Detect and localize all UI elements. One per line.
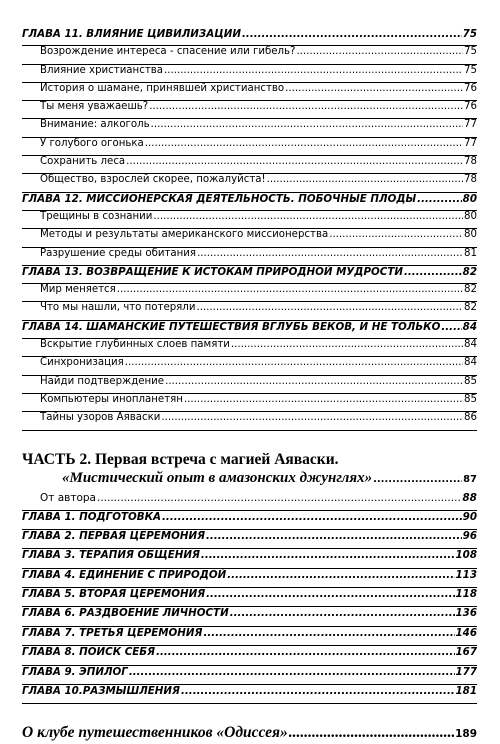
chapter-title: ГЛАВА 2. ПЕРВАЯ ЦЕРЕМОНИЯ	[22, 529, 206, 542]
toc-entry	[22, 376, 477, 394]
page-number: 113	[455, 568, 477, 581]
page-number: 80	[462, 192, 477, 205]
entry-title: Методы и результаты американского миссионерства	[40, 229, 329, 241]
dot-leader	[165, 376, 463, 387]
chapter-title: ГЛАВА 3. ТЕРАПИЯ ОБЩЕНИЯ	[22, 549, 200, 562]
dot-leader	[289, 724, 454, 742]
entry-title: Ты меня уважаешь?	[40, 101, 149, 113]
chapter-row	[22, 569, 477, 588]
toc-entry	[22, 284, 477, 302]
entry-title: Мир меняется	[40, 284, 116, 296]
chapter-row	[22, 666, 477, 685]
toc-entry	[22, 211, 477, 229]
page-number: 88	[462, 491, 477, 504]
entry-title: Возрождение интереса - спасение или гибель?	[40, 46, 296, 58]
chapter-title: ГЛАВА 9. ЭПИЛОГ	[22, 665, 128, 678]
dot-leader	[296, 46, 463, 57]
dot-leader	[117, 284, 463, 295]
dot-leader	[145, 138, 463, 149]
page-number: 84	[462, 320, 477, 333]
page-number: 80	[464, 210, 477, 222]
dot-leader	[227, 569, 454, 581]
dot-leader	[201, 549, 455, 561]
dot-leader	[125, 357, 463, 368]
chapter-title: ГЛАВА 11. ВЛИЯНИЕ ЦИВИЛИЗАЦИИ	[22, 28, 241, 40]
dot-leader	[206, 530, 462, 542]
page-number: 85	[464, 375, 477, 387]
dot-leader	[161, 412, 463, 423]
page-number: 75	[462, 28, 477, 40]
page-number: 84	[464, 339, 477, 351]
page-number: 108	[455, 549, 477, 562]
page-number: 76	[464, 101, 477, 113]
dot-leader	[156, 646, 454, 658]
page-number: 81	[464, 247, 477, 259]
dot-leader	[230, 607, 455, 619]
chapter-title: ГЛАВА 14. ШАМАНСКИЕ ПУТЕШЕСТВИЯ ВГЛУБЬ ВЕКОВ, И НЕ ТОЛЬКО	[22, 320, 441, 333]
entry-title: Вскрытие глубинных слоев памяти	[40, 339, 230, 351]
entry-title: Найди подтверждение	[40, 375, 165, 387]
dot-leader	[149, 101, 463, 112]
chapter-title: ГЛАВА 8. ПОИСК СЕБЯ	[22, 646, 156, 659]
entry-title: Тайны узоров Аяваски	[40, 412, 161, 424]
page-number: 76	[464, 82, 477, 94]
part2-section	[22, 451, 477, 705]
dot-leader	[151, 119, 463, 130]
chapter-row	[22, 588, 477, 607]
chapter-row	[22, 28, 477, 46]
page-number: 181	[455, 685, 477, 698]
toc-entry	[22, 492, 477, 511]
page-number: 78	[464, 156, 477, 168]
toc-entry	[22, 229, 477, 247]
dot-leader	[153, 211, 463, 222]
table-of-contents	[22, 28, 477, 744]
chapter-row	[22, 266, 477, 284]
entry-title: Синхронизация	[40, 357, 124, 369]
toc-entry	[22, 46, 477, 64]
dot-leader	[267, 174, 463, 185]
chapter-title: ГЛАВА 5. ВТОРАЯ ЦЕРЕМОНИЯ	[22, 588, 206, 601]
dot-leader	[404, 266, 462, 278]
toc-entry	[22, 302, 477, 320]
page-number: 85	[464, 393, 477, 405]
toc-entry	[22, 248, 477, 266]
chapter-title: ГЛАВА 4. ЕДИНЕНИЕ С ПРИРОДОЙ	[22, 568, 227, 581]
page-number: 189	[455, 728, 477, 741]
dot-leader	[417, 193, 461, 205]
dot-leader	[162, 511, 462, 523]
entry-title: Что мы нашли, что потеряли	[40, 302, 196, 314]
dot-leader	[373, 474, 462, 485]
chapter-row	[22, 646, 477, 665]
chapter-row	[22, 193, 477, 211]
entry-title: История о шамане, принявшей христианство	[40, 82, 285, 94]
entry-title: У голубого огонька	[40, 137, 144, 149]
toc-entry	[22, 101, 477, 119]
part-subheading: «Мистический опыт в амазонских джунглях»	[62, 469, 373, 486]
toc-entry	[22, 156, 477, 174]
dot-leader	[129, 666, 455, 678]
page-number: 82	[464, 302, 477, 314]
dot-leader	[97, 492, 461, 504]
dot-leader	[126, 156, 463, 167]
dot-leader	[203, 627, 454, 639]
dot-leader	[231, 339, 463, 350]
part1-section	[22, 28, 477, 431]
dot-leader	[242, 28, 462, 40]
toc-entry	[22, 65, 477, 83]
toc-entry	[22, 357, 477, 375]
page-number: 90	[462, 510, 477, 523]
dot-leader	[184, 394, 463, 405]
page-number: 136	[455, 607, 477, 620]
chapter-title: ГЛАВА 7. ТРЕТЬЯ ЦЕРЕМОНИЯ	[22, 626, 203, 639]
club-title: О клубе путешественников «Одиссея»	[22, 724, 288, 742]
page-number: 82	[464, 284, 477, 296]
chapter-title: ГЛАВА 1. ПОДГОТОВКА	[22, 510, 162, 523]
dot-leader	[441, 321, 461, 333]
page-number: 77	[464, 119, 477, 131]
part-subheading-row	[22, 470, 477, 489]
page-number: 96	[462, 529, 477, 542]
dot-leader	[206, 588, 454, 600]
page-number: 77	[464, 137, 477, 149]
page-number: 167	[455, 646, 477, 659]
chapter-row	[22, 607, 477, 626]
dot-leader	[196, 302, 463, 313]
page-number: 87	[463, 473, 477, 485]
chapter-row	[22, 511, 477, 530]
toc-entry	[22, 119, 477, 137]
club-row	[22, 724, 477, 744]
toc-entry	[22, 83, 477, 101]
chapter-row	[22, 685, 477, 704]
part-heading: ЧАСТЬ 2. Первая встреча с магией Аяваски.	[22, 450, 339, 468]
page-number: 80	[464, 229, 477, 241]
chapter-row	[22, 549, 477, 568]
dot-leader	[164, 65, 463, 76]
entry-title: От автора	[40, 491, 96, 504]
page-number: 118	[455, 588, 477, 601]
dot-leader	[181, 685, 455, 697]
entry-title: Сохранить леса	[40, 156, 126, 168]
chapter-row	[22, 627, 477, 646]
toc-entry	[22, 339, 477, 357]
toc-entry	[22, 394, 477, 412]
entry-title: Трещины в сознании	[40, 210, 153, 222]
entry-title: Внимание: алкоголь	[40, 119, 150, 131]
dot-leader	[329, 229, 463, 240]
page-number: 146	[455, 626, 477, 639]
toc-entry	[22, 138, 477, 156]
chapter-title: ГЛАВА 13. ВОЗВРАЩЕНИЕ К ИСТОКАМ ПРИРОДНОЙ МУДРОСТИ	[22, 265, 403, 278]
toc-entry	[22, 412, 477, 430]
dot-leader	[197, 248, 463, 259]
chapter-title: ГЛАВА 6. РАЗДВОЕНИЕ ЛИЧНОСТИ	[22, 607, 229, 620]
chapter-title: ГЛАВА 12. МИССИОНЕРСКАЯ ДЕЯТЕЛЬНОСТЬ. ПОБОЧНЫЕ ПЛОДЫ	[22, 192, 417, 205]
page-number: 75	[464, 64, 477, 76]
entry-title: Разрушение среды обитания	[40, 247, 197, 259]
chapter-row	[22, 321, 477, 339]
page-number: 75	[464, 46, 477, 58]
entry-title: Влияние христианства	[40, 64, 163, 76]
chapter-row	[22, 530, 477, 549]
entry-title: Компьютеры инопланетян	[40, 393, 183, 405]
chapter-title: ГЛАВА 10.РАЗМЫШЛЕНИЯ	[22, 685, 180, 698]
dot-leader	[285, 83, 463, 94]
page-number: 78	[464, 174, 477, 186]
page-number: 82	[462, 265, 477, 278]
toc-entry	[22, 174, 477, 192]
page-number: 177	[455, 665, 477, 678]
page-number: 86	[464, 412, 477, 424]
entry-title: Общество, взрослей скорее, пожалуйста!	[40, 174, 266, 186]
page-number: 84	[464, 357, 477, 369]
